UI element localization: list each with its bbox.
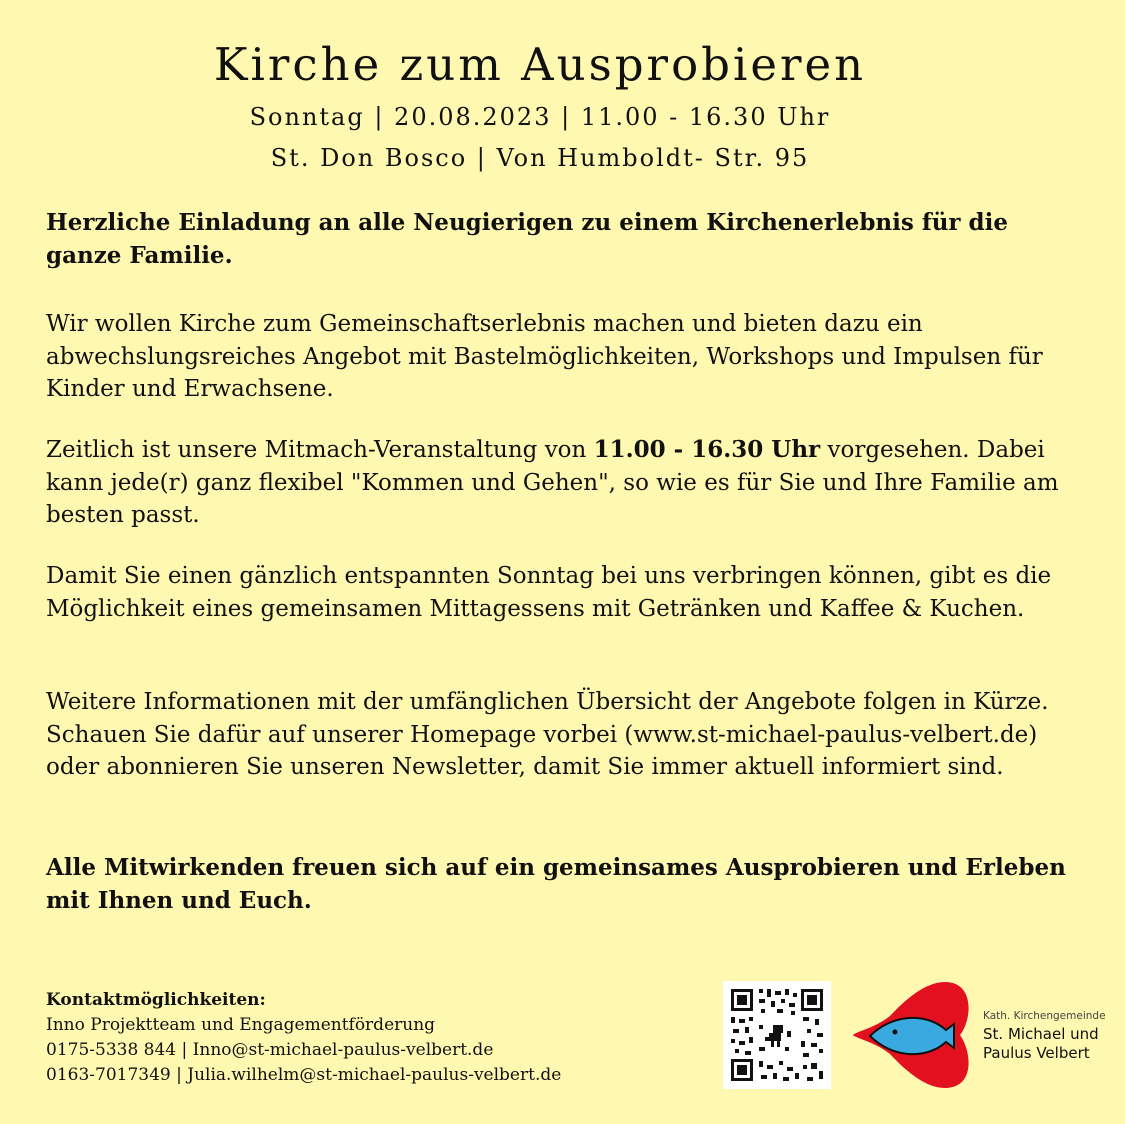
organization-label: Kath. Kirchengemeinde bbox=[983, 1010, 1106, 1022]
info-paragraph: Weitere Informationen mit der umfänglichen Übersicht der Angebote folgen in Kürze. Schauen Sie dafür auf unserer Homepage vorbei (www.st-michael-paulus-velbert.de) oder abonnieren Sie unseren Newsletter, damit Sie immer aktuell informiert sind. bbox=[46, 689, 1049, 780]
parish-logo-graphic bbox=[850, 980, 975, 1090]
intro-paragraph: Herzliche Einladung an alle Neugierigen zu einem Kirchenerlebnis für die ganze Familie. bbox=[46, 209, 1009, 269]
closing-paragraph: Alle Mitwirkenden freuen sich auf ein gemeinsames Ausprobieren und Erleben mit Ihnen und Euch. bbox=[46, 854, 1066, 914]
schedule-time: 11.00 - 16.30 Uhr bbox=[593, 436, 821, 463]
page-title: Kirche zum Ausprobieren bbox=[213, 38, 867, 91]
schedule-paragraph bbox=[46, 434, 1086, 532]
contact-team: Inno Projektteam und Engagementförderung bbox=[46, 1015, 436, 1035]
qr-code-icon[interactable] bbox=[723, 981, 831, 1089]
heart-fish-logo-icon bbox=[850, 980, 975, 1090]
event-location: St. Don Bosco | Von Humboldt- Str. 95 bbox=[270, 144, 810, 172]
qr-code-graphic bbox=[723, 981, 831, 1089]
description-paragraph: Wir wollen Kirche zum Gemeinschaftserlebnis machen und bieten dazu ein abwechslungsreiches Angebot mit Bastelmöglichkeiten, Workshops und Impulsen für Kinder und Erwachsene. bbox=[46, 311, 1043, 402]
organization-name-line-2: Paulus Velbert bbox=[983, 1044, 1090, 1062]
schedule-text-end: vorgesehen. Dabei kann jede(r) ganz flexibel "Kommen und Gehen", so wie es für Sie und Ihre Familie am besten passt. bbox=[46, 437, 1059, 528]
lunch-paragraph: Damit Sie einen gänzlich entspannten Sonntag bei uns verbringen können, gibt es die Möglichkeit eines gemeinsamen Mittagessens mit Getränken und Kaffee & Kuchen. bbox=[46, 563, 1052, 622]
event-date-time: Sonntag | 20.08.2023 | 11.00 - 16.30 Uhr bbox=[249, 103, 831, 131]
schedule-text-start: Zeitlich ist unsere Mitmach-Veranstaltung von bbox=[46, 437, 594, 463]
contact-line-2[interactable]: 0163-7017349 | Julia.wilhelm@st-michael-paulus-velbert.de bbox=[46, 1065, 562, 1085]
contact-block bbox=[46, 988, 561, 1088]
organization-name bbox=[983, 1010, 1106, 1063]
contact-heading: Kontaktmöglichkeiten: bbox=[46, 990, 266, 1010]
organization-name-line-1: St. Michael und bbox=[983, 1025, 1099, 1043]
contact-line-1[interactable]: 0175-5338 844 | Inno@st-michael-paulus-velbert.de bbox=[46, 1040, 494, 1060]
